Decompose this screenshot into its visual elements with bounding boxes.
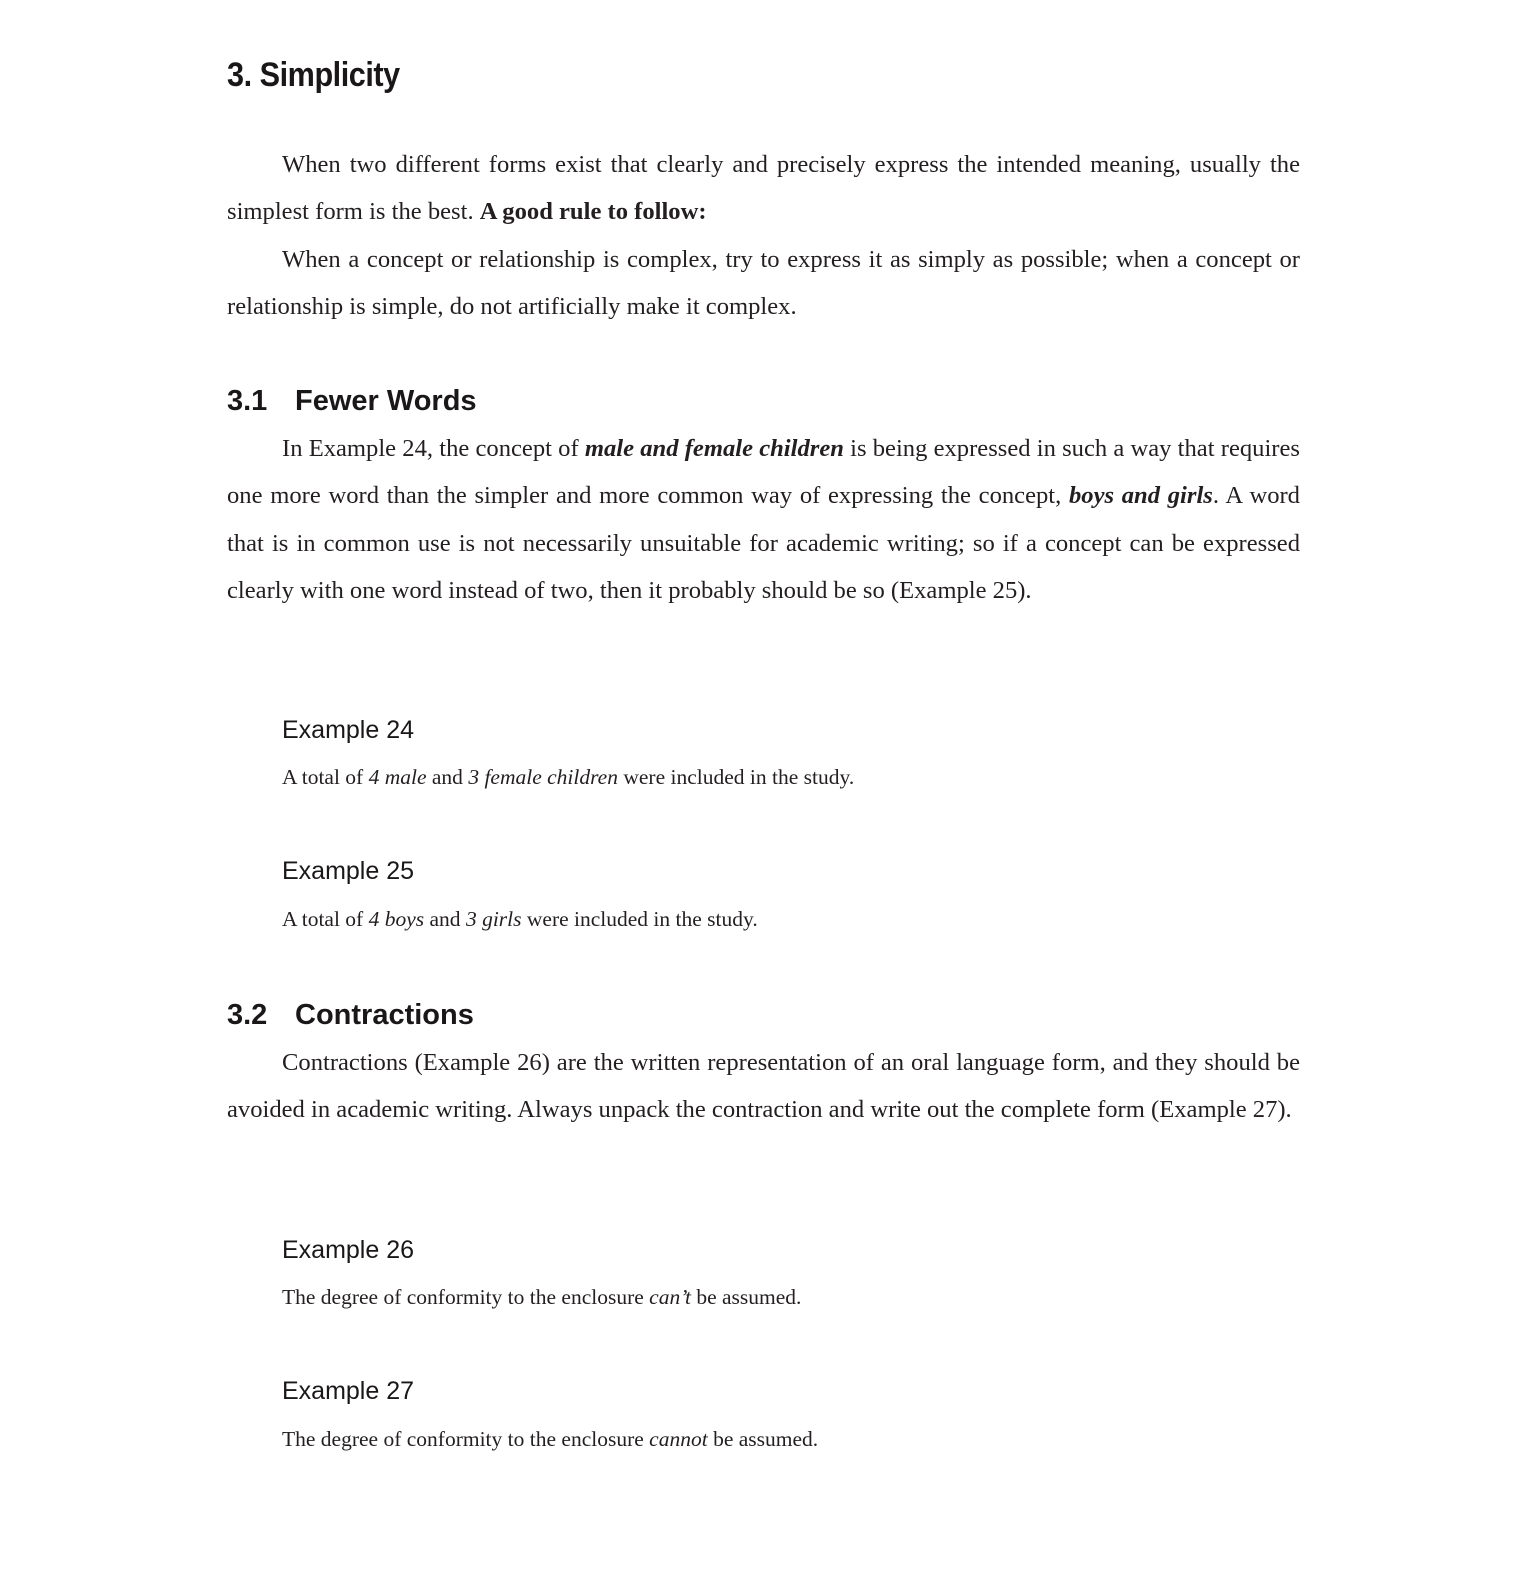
section-heading: 3. Simplicity <box>227 56 400 94</box>
example-text: The degree of conformity to the enclosure <box>282 1427 650 1451</box>
subsection-heading-contractions <box>227 999 474 1032</box>
example-italic: 3 girls <box>465 907 522 931</box>
example-italic: 4 boys <box>368 907 425 931</box>
example-italic: can’t <box>649 1285 691 1309</box>
example-24-title: Example 24 <box>282 716 415 744</box>
subsection-heading-fewer-words <box>227 385 477 418</box>
subsection-title: Fewer Words <box>295 385 477 417</box>
example-text: were included in the study. <box>521 907 758 931</box>
example-italic: 3 female children <box>468 765 618 789</box>
intro-paragraph-2: When a concept or relationship is complex, try to express it as simply as possible; when a concept or relationship is simple, do not artificially make it complex. <box>227 246 1300 321</box>
example-24-text <box>282 765 854 790</box>
example-text: A total of <box>282 765 369 789</box>
example-text: be assumed. <box>690 1285 802 1309</box>
subsection-title: Contractions <box>295 999 474 1031</box>
example-26-title: Example 26 <box>282 1236 415 1264</box>
contractions-paragraph: Contractions (Example 26) are the written representation of an oral language form, and they should be avoided in academic writing. Always unpack the contraction and write out the complete form (Example 27). <box>227 1049 1300 1124</box>
example-italic: 4 male <box>368 765 427 789</box>
example-text: and <box>426 765 469 789</box>
example-text: were included in the study. <box>617 765 855 789</box>
example-text: and <box>424 907 466 931</box>
example-italic: cannot <box>649 1427 708 1451</box>
intro-paragraph-1-text: When two different forms exist that clearly and precisely express the intended meaning, usually the simplest form is the best. <box>227 151 1300 226</box>
example-text: be assumed. <box>707 1427 819 1451</box>
paragraph-text: In Example 24, the concept of <box>282 435 585 462</box>
example-25-title: Example 25 <box>282 857 415 885</box>
emphasis-phrase: male and female children <box>584 435 844 462</box>
example-text: The degree of conformity to the enclosure <box>282 1285 650 1309</box>
intro-paragraph-1 <box>227 141 1300 236</box>
subsection-number: 3.2 <box>227 999 268 1031</box>
fewer-words-paragraph <box>227 425 1300 614</box>
paragraph-text: . A word that is in common use is not necessarily unsuitable for academic writing; so if a concept can be expressed clearly with one word instead of two, then it probably should be so (Example 25). <box>227 482 1300 604</box>
example-27-text <box>282 1427 818 1452</box>
paragraph-text: is being expressed in such a way that requires one more word than the simpler and more common way of expressing the concept, <box>227 435 1300 510</box>
example-27-title: Example 27 <box>282 1377 415 1405</box>
rule-lead-in: A good rule to follow: <box>479 198 707 226</box>
example-text: A total of <box>282 907 369 931</box>
example-25-text <box>282 907 758 932</box>
subsection-number: 3.1 <box>227 385 268 417</box>
example-26-text <box>282 1285 801 1310</box>
emphasis-phrase: boys and girls <box>1068 482 1213 510</box>
